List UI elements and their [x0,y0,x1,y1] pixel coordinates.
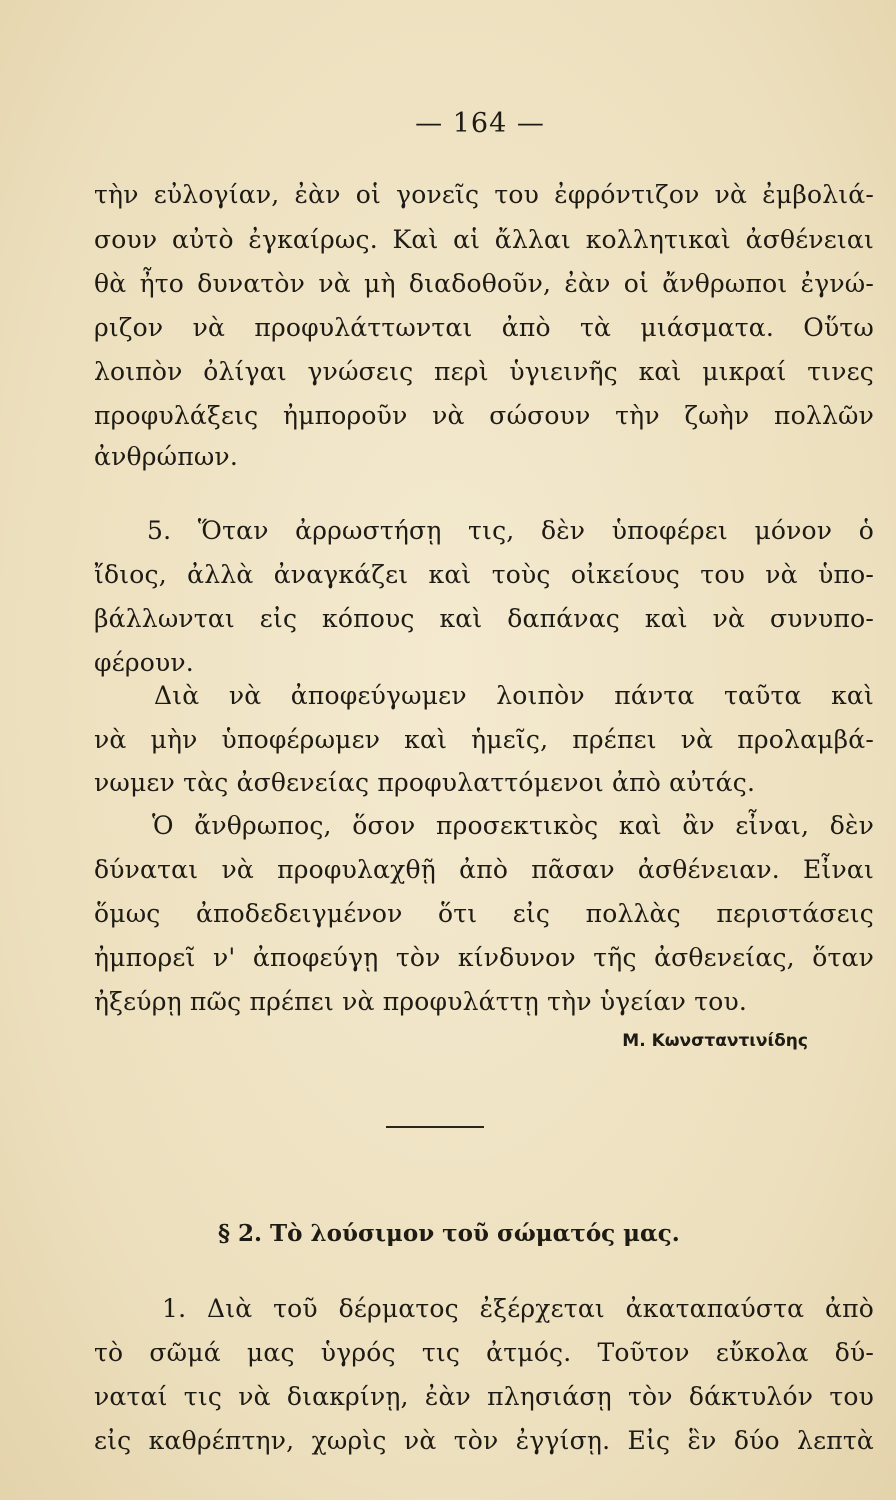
section-heading: § 2. Τὸ λούσιμον τοῦ σώματός μας. [218,1220,680,1247]
text-line: ἠξεύρῃ πῶς πρέπει νὰ προφυλάττῃ τὴν ὑγείαν του. [94,987,748,1016]
paragraph-first-line: Ὁ ἄνθρωπος, ὅσον προσεκτικὸς καὶ ἂν εἶναι, δὲν [152,811,874,840]
text-line: φέρουν. [94,648,194,677]
text-line: θὰ ἦτο δυνατὸν νὰ μὴ διαδοθοῦν, ἐὰν οἱ ἄνθρωποι ἐγνώ- [94,269,874,298]
text-line: ριζον νὰ προφυλάττωνται ἀπὸ τὰ μιάσματα. Οὕτω [94,313,874,342]
text-line: νωμεν τὰς ἀσθενείας προφυλαττόμενοι ἀπὸ αὐτάς. [94,768,756,797]
text-line: ἴδιος, ἀλλὰ ἀναγκάζει καὶ τοὺς οἰκείους του νὰ ὑπο- [94,560,874,589]
paragraph-first-line: 1. Διὰ τοῦ δέρματος ἐξέρχεται ἀκαταπαύστα ἀπὸ [162,1294,874,1323]
text-line: ὅμως ἀποδεδειγμένον ὅτι εἰς πολλὰς περιστάσεις [94,899,874,928]
text-line: εἰς καθρέπτην, χωρὶς νὰ τὸν ἐγγίσῃ. Εἰς ἓν δύο λεπτὰ [94,1426,874,1455]
text-line: τὴν εὐλογίαν, ἐὰν οἱ γονεῖς του ἐφρόντιζον νὰ ἐμβολιά- [94,180,874,209]
author-signature: Μ. Κωνσταντινίδης [622,1031,808,1051]
text-line: λοιπὸν ὀλίγαι γνώσεις περὶ ὑγιεινῆς καὶ μικραί τινες [94,357,874,386]
text-line: σουν αὐτὸ ἐγκαίρως. Καὶ αἱ ἄλλαι κολλητικαὶ ἀσθένειαι [94,225,874,254]
text-line: βάλλωνται εἰς κόπους καὶ δαπάνας καὶ νὰ συνυπο- [94,604,874,633]
text-line: προφυλάξεις ἠμποροῦν νὰ σώσουν τὴν ζωὴν πολλῶν [94,401,874,430]
page-number: — 164 — [415,108,545,139]
text-line: νὰ μὴν ὑποφέρωμεν καὶ ἡμεῖς, πρέπει νὰ προλαμβά- [94,725,874,754]
text-line: ναταί τις νὰ διακρίνῃ, ἐὰν πλησιάσῃ τὸν δάκτυλόν του [94,1382,874,1411]
section-divider [386,1126,484,1128]
text-line: τὸ σῶμά μας ὑγρός τις ἀτμός. Τοῦτον εὔκολα δύ- [94,1338,874,1367]
text-line: δύναται νὰ προφυλαχθῇ ἀπὸ πᾶσαν ἀσθένειαν. Εἶναι [94,855,874,884]
paragraph-first-line: 5. Ὅταν ἀρρωστήσῃ τις, δὲν ὑποφέρει μόνον ὁ [147,516,874,545]
text-line: ἀνθρώπων. [94,442,238,471]
paragraph-first-line: Διὰ νὰ ἀποφεύγωμεν λοιπὸν πάντα ταῦτα καὶ [154,681,874,710]
text-line: ἠμπορεῖ ν' ἀποφεύγῃ τὸν κίνδυνον τῆς ἀσθενείας, ὅταν [94,943,874,972]
